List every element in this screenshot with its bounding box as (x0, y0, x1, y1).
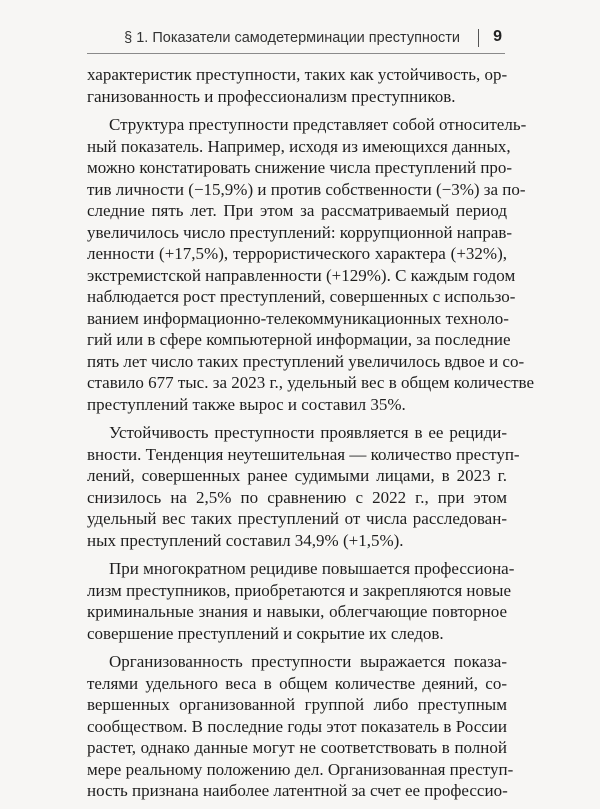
text-line: мере реальному положению дел. Организованная преступ- (87, 759, 514, 779)
text-line: телями удельного веса в общем количестве деяний, со- (87, 673, 507, 693)
text-line: ванием информационно-телекоммуникационных техноло- (87, 308, 509, 328)
paragraph-4 (87, 558, 515, 644)
text-line: пять лет число таких преступлений увеличилось вдвое и со- (87, 351, 525, 371)
text-line: ность признана наиболее латентной за счет ее профессио- (87, 781, 508, 800)
text-line: лизм преступников, приобретаются и закрепляются новые (87, 580, 512, 600)
text-line: следние пять лет. При этом за рассматриваемый период (87, 201, 507, 220)
text-line: сообществом. В последние годы этот показатель в России (87, 716, 507, 736)
text-line: ставило 677 тыс. за 2023 г., удельный вес в общем количестве (87, 373, 535, 392)
text-line: Устойчивость преступности проявляется в ее рециди- (109, 423, 507, 442)
text-line: При многократном рецидиве повышается профессиона- (109, 559, 515, 578)
text-line: ганизованность и профессионализм преступников. (87, 86, 456, 106)
text-line: экстремистской направленности (+129%). С каждым годом (87, 265, 516, 285)
text-line: ленности (+17,5%), террористического характера (+32%), (87, 244, 507, 263)
text-line: снизилось на 2,5% по сравнению с 2022 г., при этом (87, 487, 507, 507)
text-line: характеристик преступности, таких как устойчивость, ор- (87, 65, 508, 84)
running-header-title: § 1. Показатели самодетерминации преступности (124, 30, 460, 46)
text-line: увеличилось число преступлений: коррупционной направ- (87, 222, 513, 242)
paragraph-1 (87, 64, 507, 107)
header-rule (87, 53, 505, 54)
text-line: растет, однако данные могут не соответствовать в полной (87, 738, 507, 757)
text-line: ных преступлений составил 34,9% (+1,5%). (87, 530, 404, 550)
text-line: преступлений также вырос и составил 35%. (87, 394, 406, 414)
text-line: совершение преступлений и сокрытие их следов. (87, 623, 444, 643)
paragraph-3 (87, 422, 520, 551)
header-separator (478, 29, 479, 47)
text-line: лений, совершенных ранее судимыми лицами, в 2023 г. (87, 466, 507, 485)
text-line: наблюдается рост преступлений, совершенных с использо- (87, 287, 516, 306)
text-line: криминальные знания и навыки, облегчающие повторное (87, 602, 507, 621)
body-text (87, 64, 535, 809)
running-header (0, 25, 600, 53)
paragraph-5 (87, 651, 514, 802)
text-line: тив личности (−15,9%) и против собственности (−3%) за по- (87, 179, 526, 199)
text-line: удельный вес таких преступлений от числа расследован- (87, 509, 507, 528)
text-line: можно констатировать снижение числа преступлений про- (87, 158, 513, 177)
text-line: вершенных организованной группой либо преступным (87, 695, 507, 714)
text-line: Структура преступности представляет собой относитель- (109, 115, 527, 134)
text-line: ный показатель. Например, исходя из имеющихся данных, (87, 136, 511, 156)
page-number: 9 (493, 28, 502, 45)
paragraph-2 (87, 114, 535, 415)
text-line: гий или в сфере компьютерной информации, за последние (87, 330, 511, 349)
text-line: вности. Тенденция неутешительная — количество преступ- (87, 444, 520, 464)
text-line: Организованность преступности выражается показа- (109, 652, 507, 671)
